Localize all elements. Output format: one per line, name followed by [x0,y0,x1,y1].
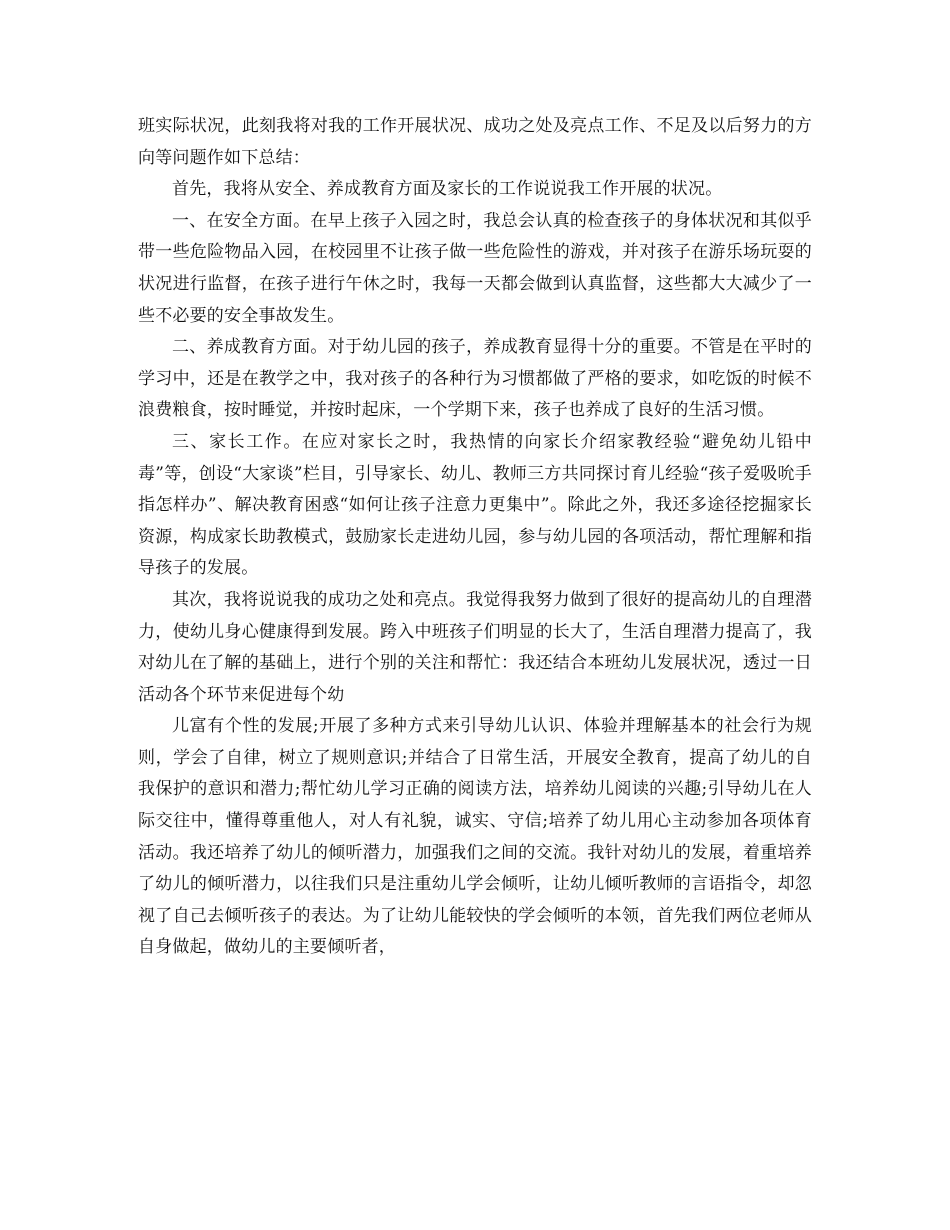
paragraph-3: 一、在安全方面。在早上孩子入园之时，我总会认真的检查孩子的身体状况和其似乎带一些危险物品入园，在校园里不让孩子做一些危险性的游戏，并对孩子在游乐场玩耍的状况进行监督，在孩子进行午休之时，我每一天都会做到认真监督，这些都大大减少了一些不必要的安全事故发生。 [138,210,812,326]
paragraph-5: 三、家长工作。在应对家长之时，我热情的向家长介绍家教经验“避免幼儿铅中毒”等，创设“大家谈”栏目，引导家长、幼儿、教师三方共同探讨育儿经验“孩子爱吸吮手指怎样办”、解决教育困惑“如何让孩子注意力更集中”。除此之外，我还多途径挖掘家长资源，构成家长助教模式，鼓励家长走进幼儿园，参与幼儿园的各项活动，帮忙理解和指导孩子的发展。 [138,431,812,579]
paragraph-1: 班实际状况，此刻我将对我的工作开展状况、成功之处及亮点工作、不足及以后努力的方向等问题作如下总结： [138,116,812,168]
paragraph-6: 其次，我将说说我的成功之处和亮点。我觉得我努力做到了很好的提高幼儿的自理潜力，使幼儿身心健康得到发展。跨入中班孩子们明显的长大了，生活自理潜力提高了，我对幼儿在了解的基础上，进行个别的关注和帮忙：我还结合本班幼儿发展状况，透过一日活动各个环节来促进每个幼 [138,589,812,705]
paragraph-7: 儿富有个性的发展;开展了多种方式来引导幼儿认识、体验并理解基本的社会行为规则，学会了自律，树立了规则意识;并结合了日常生活，开展安全教育，提高了幼儿的自我保护的意识和潜力;帮忙幼儿学习正确的阅读方法，培养幼儿阅读的兴趣;引导幼儿在人际交往中，懂得尊重他人，对人有礼貌，诚实、守信;培养了幼儿用心主动参加各项体育活动。我还培养了幼儿的倾听潜力，加强我们之间的交流。我针对幼儿的发展，着重培养了幼儿的倾听潜力，以往我们只是注重幼儿学会倾听，让幼儿倾听教师的言语指令，却忽视了自己去倾听孩子的表达。为了让幼儿能较快的学会倾听的本领，首先我们两位老师从自身做起，做幼儿的主要倾听者， [138,716,812,958]
paragraph-2: 首先，我将从安全、养成教育方面及家长的工作说说我工作开展的状况。 [172,179,723,200]
paragraph-4: 二、养成教育方面。对于幼儿园的孩子，养成教育显得十分的重要。不管是在平时的学习中，还是在教学之中，我对孩子的各种行为习惯都做了严格的要求，如吃饭的时候不浪费粮食，按时睡觉，并按时起床，一个学期下来，孩子也养成了良好的生活习惯。 [138,337,812,421]
document-body [138,111,812,964]
